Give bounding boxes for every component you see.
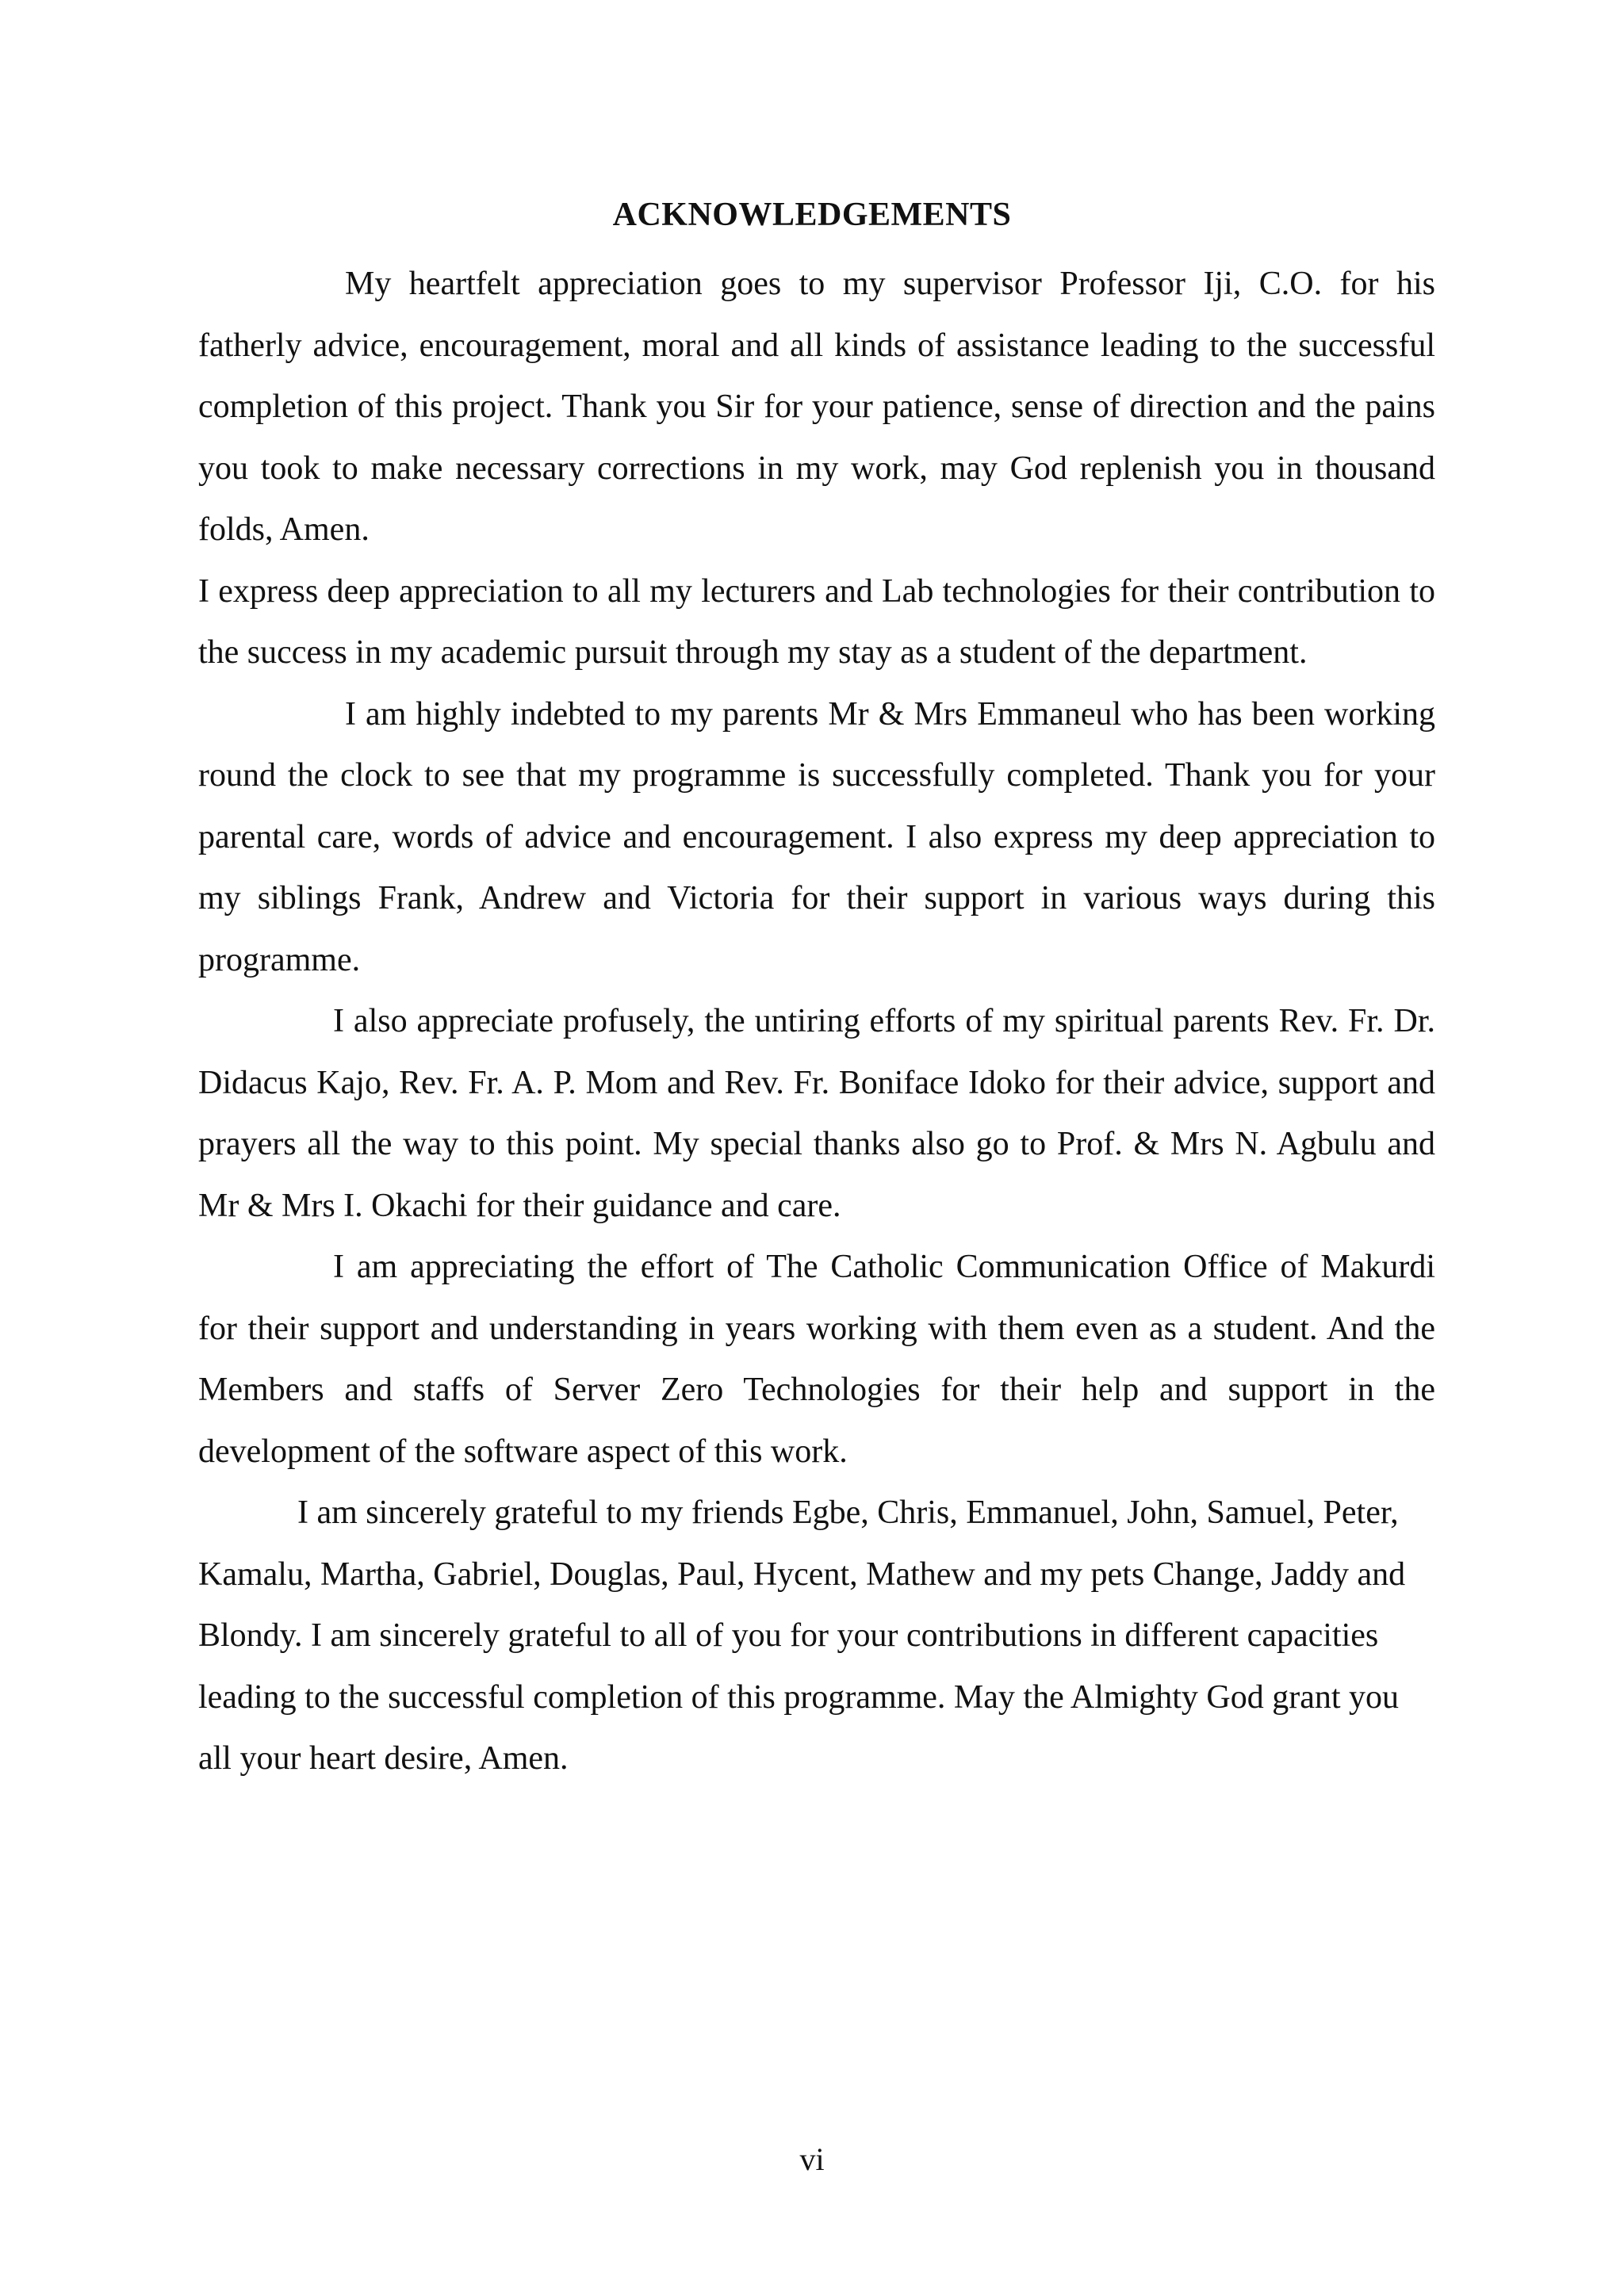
paragraph-spiritual-parents: I also appreciate profusely, the untiring efforts of my spiritual parents Rev. Fr. Dr. Didacus Kajo, Rev. Fr. A. P. Mom and Rev. Fr. Boniface Idoko for their advice, support and prayers all the way to this point. My special thanks also go to Prof. & Mrs N. Agbulu and Mr & Mrs I. Okachi for their guidance and care. <box>198 1003 1435 1224</box>
paragraph-catholic-communication: I am appreciating the effort of The Catholic Communication Office of Makurdi for their support and understanding in years working with them even as a student. And the Members and staffs of Server Zero Technologies for their help and support in the development of the software aspect of this work. <box>198 1249 1435 1470</box>
acknowledgements-body <box>198 254 1435 1790</box>
paragraph-lecturers: I express deep appreciation to all my lecturers and Lab technologies for their contribution to the success in my academic pursuit through my stay as a student of the department. <box>198 572 1435 671</box>
page-title: ACKNOWLEDGEMENTS <box>612 197 1012 233</box>
page-number: vi <box>799 2141 825 2177</box>
paragraph-supervisor: My heartfelt appreciation goes to my supervisor Professor Iji, C.O. for his fatherly advice, encouragement, moral and all kinds of assistance leading to the successful completion of this project. Thank you Sir for your patience, sense of direction and the pains you took to make necessary corrections in my work, may God replenish you in thousand folds, Amen. <box>198 266 1435 548</box>
paragraph-parents: I am highly indebted to my parents Mr & Mrs Emmaneul who has been working round the clock to see that my programme is successfully completed. Thank you for your parental care, words of advice and encouragement. I also express my deep appreciation to my siblings Frank, Andrew and Victoria for their support in various ways during this programme. <box>198 695 1435 978</box>
paragraph-friends: I am sincerely grateful to my friends Egbe, Chris, Emmanuel, John, Samuel, Peter, Kamalu, Martha, Gabriel, Douglas, Paul, Hycent, Mathew and my pets Change, Jaddy and Blondy. I am sincerely grateful to all of you for your contributions in different capacities leading to the successful completion of this programme. May the Almighty God grant you all your heart desire, Amen. <box>198 1494 1406 1777</box>
